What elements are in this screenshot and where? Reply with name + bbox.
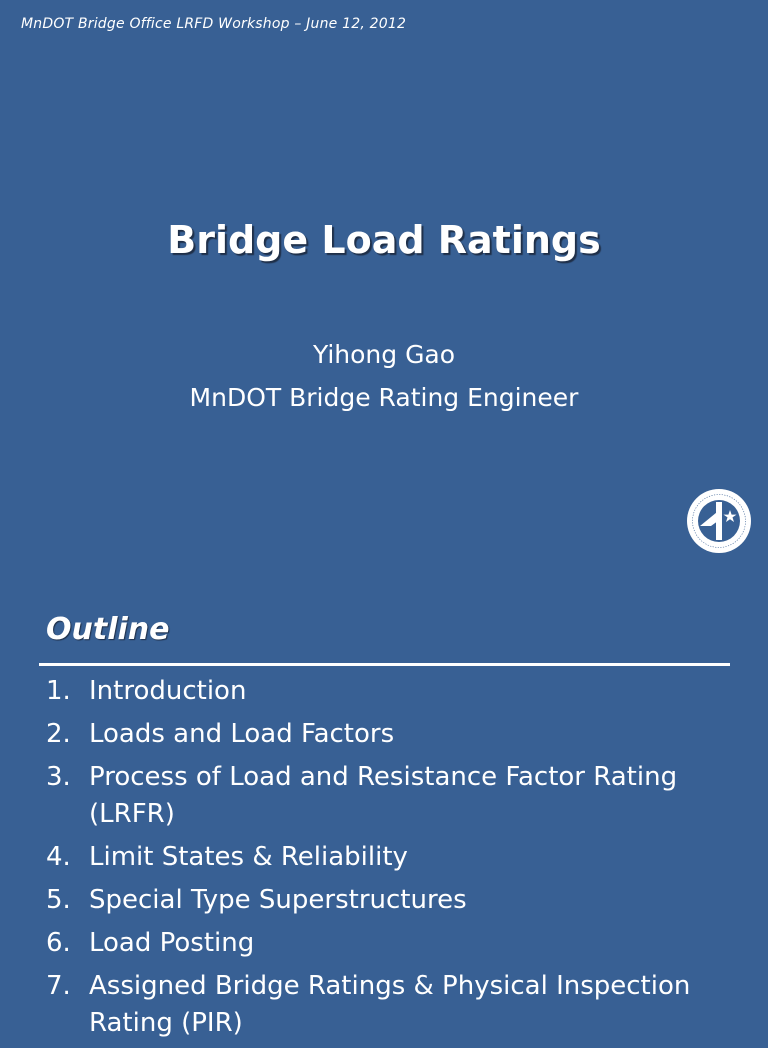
outline-item [46,925,726,962]
outline-item-number: 3. [46,762,71,792]
outline-item-text: Introduction [89,676,247,706]
outline-item-text: Special Type Superstructures [89,885,467,915]
outline-list [46,673,726,1048]
slide-title: Bridge Load Ratings [167,218,601,262]
outline-item-text: Load Posting [89,928,255,958]
outline-item-number: 1. [46,676,71,706]
outline-item-text: Loads and Load Factors [89,719,395,749]
author-block [0,333,768,419]
outline-item-number: 4. [46,842,71,872]
outline-item [46,839,726,876]
outline-item-text: Assigned Bridge Ratings & Physical Inspection Rating (PIR) [89,971,691,1038]
outline-item [46,882,726,919]
outline-item-number: 2. [46,719,71,749]
outline-item [46,759,726,833]
outline-item [46,716,726,753]
author-role: MnDOT Bridge Rating Engineer [189,383,579,412]
author-name: Yihong Gao [312,340,456,369]
outline-item-text: Limit States & Reliability [89,842,408,872]
mndot-seal-icon [686,488,752,554]
outline-heading: Outline [46,612,170,647]
outline-item [46,673,726,710]
outline-item-number: 5. [46,885,71,915]
outline-item-number: 6. [46,928,71,958]
slide-header: MnDOT Bridge Office LRFD Workshop – June 12, 2012 [21,16,407,32]
outline-item [46,968,726,1042]
outline-item-text: Process of Load and Resistance Factor Rating (LRFR) [89,762,678,829]
outline-divider [39,663,730,666]
outline-item-number: 7. [46,971,71,1001]
